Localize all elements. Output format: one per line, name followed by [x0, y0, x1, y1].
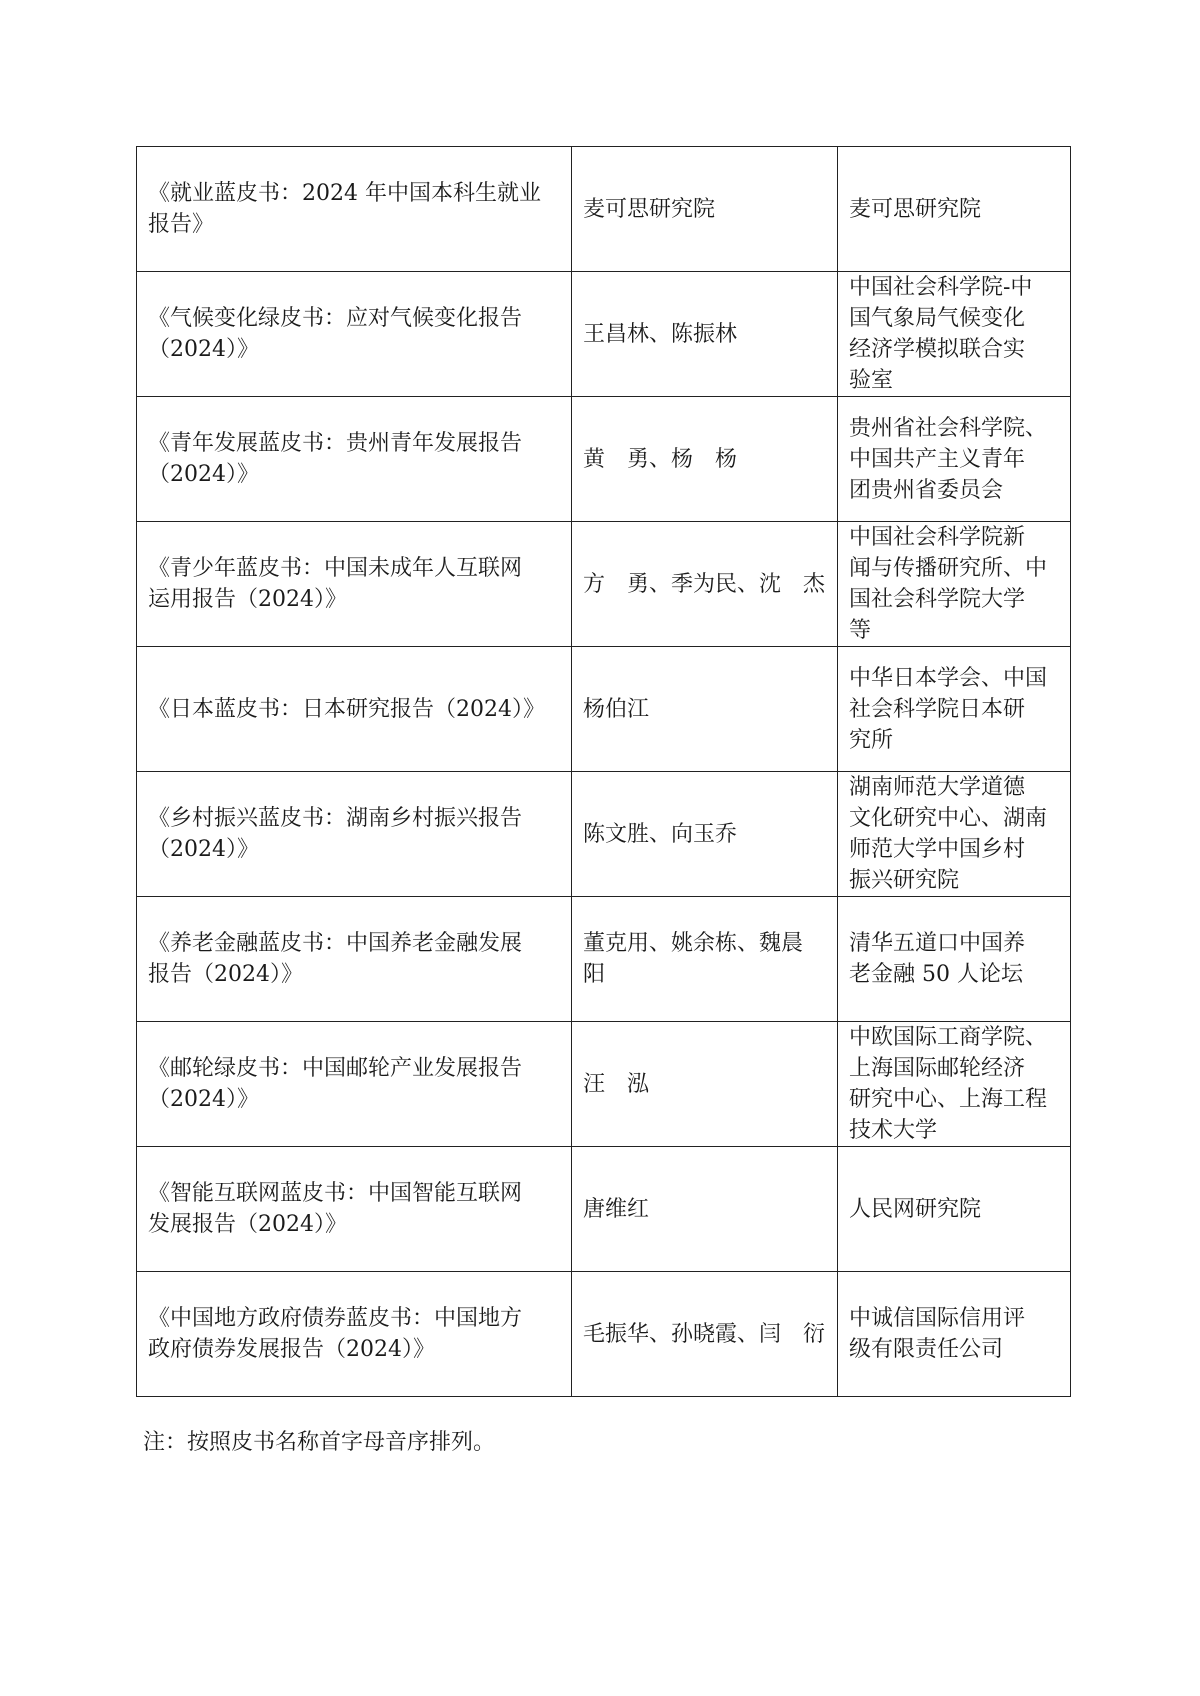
book-title-cell-line: 报告（2024）》 — [148, 962, 303, 987]
organization-cell-line: 中国社会科学院新 — [849, 525, 1026, 550]
table-note: 注：按照皮书名称首字母音序排列。 — [143, 1430, 496, 1455]
editors-cell-line: 毛振华、孙晓霞、闫 衍 — [583, 1321, 826, 1347]
book-title-cell-line: （2024）》 — [148, 462, 259, 487]
organization-cell-line: 中国共产主义青年 — [849, 446, 1026, 472]
organization-cell — [838, 1147, 1071, 1272]
editors-cell — [572, 1147, 838, 1272]
organization-cell — [838, 1022, 1071, 1147]
book-title-cell — [137, 397, 572, 522]
editors-cell — [572, 1272, 838, 1397]
editors-cell-line: 汪 泓 — [583, 1071, 650, 1097]
editors-cell — [572, 522, 838, 647]
table-row — [137, 1022, 1071, 1147]
table-row — [137, 1272, 1071, 1397]
organization-cell-line: 贵州省社会科学院、 — [849, 415, 1048, 441]
book-title-cell-line: （2024）》 — [148, 1087, 259, 1112]
table-row — [137, 522, 1071, 647]
organization-cell-line: 湖南师范大学道德 — [849, 775, 1026, 800]
book-title-cell-line: （2024）》 — [148, 337, 259, 362]
book-title-cell — [137, 147, 572, 272]
organization-cell — [838, 397, 1071, 522]
editors-cell-line: 方 勇、季为民、沈 杰 — [583, 571, 826, 597]
book-title-cell-line: 《日本蓝皮书：日本研究报告（2024）》 — [148, 696, 545, 722]
organization-cell-line: 技术大学 — [849, 1118, 938, 1143]
book-title-cell-line: 《智能互联网蓝皮书：中国智能互联网 — [148, 1181, 523, 1206]
table-row — [137, 147, 1071, 272]
organization-cell-line: 级有限责任公司 — [849, 1337, 1004, 1362]
table-row — [137, 272, 1071, 397]
book-title-cell-line: 报告》 — [148, 212, 215, 237]
organization-cell-line: 文化研究中心、湖南 — [849, 806, 1048, 831]
organization-cell-line: 振兴研究院 — [849, 868, 960, 893]
organization-cell-line: 国社会科学院大学 — [849, 587, 1026, 612]
organization-cell-line: 中国社会科学院-中 — [849, 275, 1033, 300]
organization-cell-line: 等 — [849, 618, 872, 643]
organization-cell — [838, 647, 1071, 772]
book-title-cell — [137, 647, 572, 772]
organization-cell-line: 团贵州省委员会 — [849, 477, 1004, 503]
organization-cell-line: 闻与传播研究所、中 — [849, 556, 1048, 581]
book-title-cell-line: 《气候变化绿皮书：应对气候变化报告 — [148, 306, 523, 331]
organization-cell-line: 师范大学中国乡村 — [849, 837, 1026, 862]
editors-cell — [572, 147, 838, 272]
table-row — [137, 897, 1071, 1022]
book-title-cell-line: 《中国地方政府债券蓝皮书：中国地方 — [148, 1306, 523, 1331]
book-title-cell — [137, 1147, 572, 1272]
book-title-cell — [137, 772, 572, 897]
organization-cell-line: 人民网研究院 — [849, 1196, 982, 1222]
organization-cell — [838, 897, 1071, 1022]
organization-cell-line: 清华五道口中国养 — [849, 931, 1026, 956]
organization-cell-line: 研究中心、上海工程 — [849, 1087, 1048, 1112]
book-title-cell-line: 《乡村振兴蓝皮书：湖南乡村振兴报告 — [148, 806, 523, 831]
book-title-cell-line: 《养老金融蓝皮书：中国养老金融发展 — [148, 931, 523, 956]
book-title-cell-line: 《就业蓝皮书：2024 年中国本科生就业 — [148, 181, 541, 206]
editors-cell-line: 董克用、姚余栋、魏晨 — [583, 931, 804, 956]
editors-cell — [572, 647, 838, 772]
organization-cell-line: 究所 — [849, 727, 894, 753]
organization-cell-line: 验室 — [849, 368, 894, 393]
organization-cell-line: 上海国际邮轮经济 — [849, 1056, 1026, 1081]
editors-cell — [572, 272, 838, 397]
table-row — [137, 1147, 1071, 1272]
organization-cell — [838, 147, 1071, 272]
editors-cell — [572, 1022, 838, 1147]
organization-cell-line: 中诚信国际信用评 — [849, 1306, 1026, 1331]
organization-cell — [838, 1272, 1071, 1397]
organization-cell-line: 经济学模拟联合实 — [849, 337, 1026, 362]
organization-cell-line: 麦可思研究院 — [849, 196, 982, 222]
organization-cell-line: 社会科学院日本研 — [849, 696, 1026, 722]
organization-cell-line: 老金融 50 人论坛 — [849, 962, 1023, 987]
book-title-cell-line: （2024）》 — [148, 837, 259, 862]
book-title-cell — [137, 897, 572, 1022]
table-row — [137, 772, 1071, 897]
editors-cell-line: 陈文胜、向玉乔 — [583, 821, 738, 847]
book-title-cell-line: 《青年发展蓝皮书：贵州青年发展报告 — [148, 431, 523, 456]
table-row — [137, 647, 1071, 772]
editors-cell — [572, 397, 838, 522]
table-row — [137, 397, 1071, 522]
book-title-cell — [137, 522, 572, 647]
editors-cell — [572, 897, 838, 1022]
book-title-cell — [137, 1022, 572, 1147]
book-title-cell-line: 运用报告（2024）》 — [148, 587, 347, 612]
editors-cell-line: 唐维红 — [583, 1196, 650, 1222]
table-body — [137, 147, 1071, 1397]
editors-cell — [572, 772, 838, 897]
organization-cell-line: 中欧国际工商学院、 — [849, 1025, 1048, 1050]
book-title-cell — [137, 272, 572, 397]
editors-cell-line: 麦可思研究院 — [583, 196, 716, 222]
book-title-cell-line: 《邮轮绿皮书：中国邮轮产业发展报告 — [148, 1056, 523, 1081]
organization-cell — [838, 272, 1071, 397]
book-title-cell — [137, 1272, 572, 1397]
book-title-cell-line: 政府债券发展报告（2024）》 — [148, 1337, 435, 1362]
editors-cell-line: 杨伯江 — [583, 696, 650, 722]
organization-cell — [838, 772, 1071, 897]
book-title-cell-line: 《青少年蓝皮书：中国未成年人互联网 — [148, 556, 523, 581]
book-title-cell-line: 发展报告（2024）》 — [148, 1212, 347, 1237]
editors-cell-line: 黄 勇、杨 杨 — [583, 446, 738, 472]
organization-cell — [838, 522, 1071, 647]
bluebook-table — [136, 146, 1071, 1397]
organization-cell-line: 中华日本学会、中国 — [849, 665, 1048, 691]
editors-cell-line: 阳 — [583, 962, 606, 987]
organization-cell-line: 国气象局气候变化 — [849, 306, 1026, 331]
editors-cell-line: 王昌林、陈振林 — [583, 321, 738, 347]
